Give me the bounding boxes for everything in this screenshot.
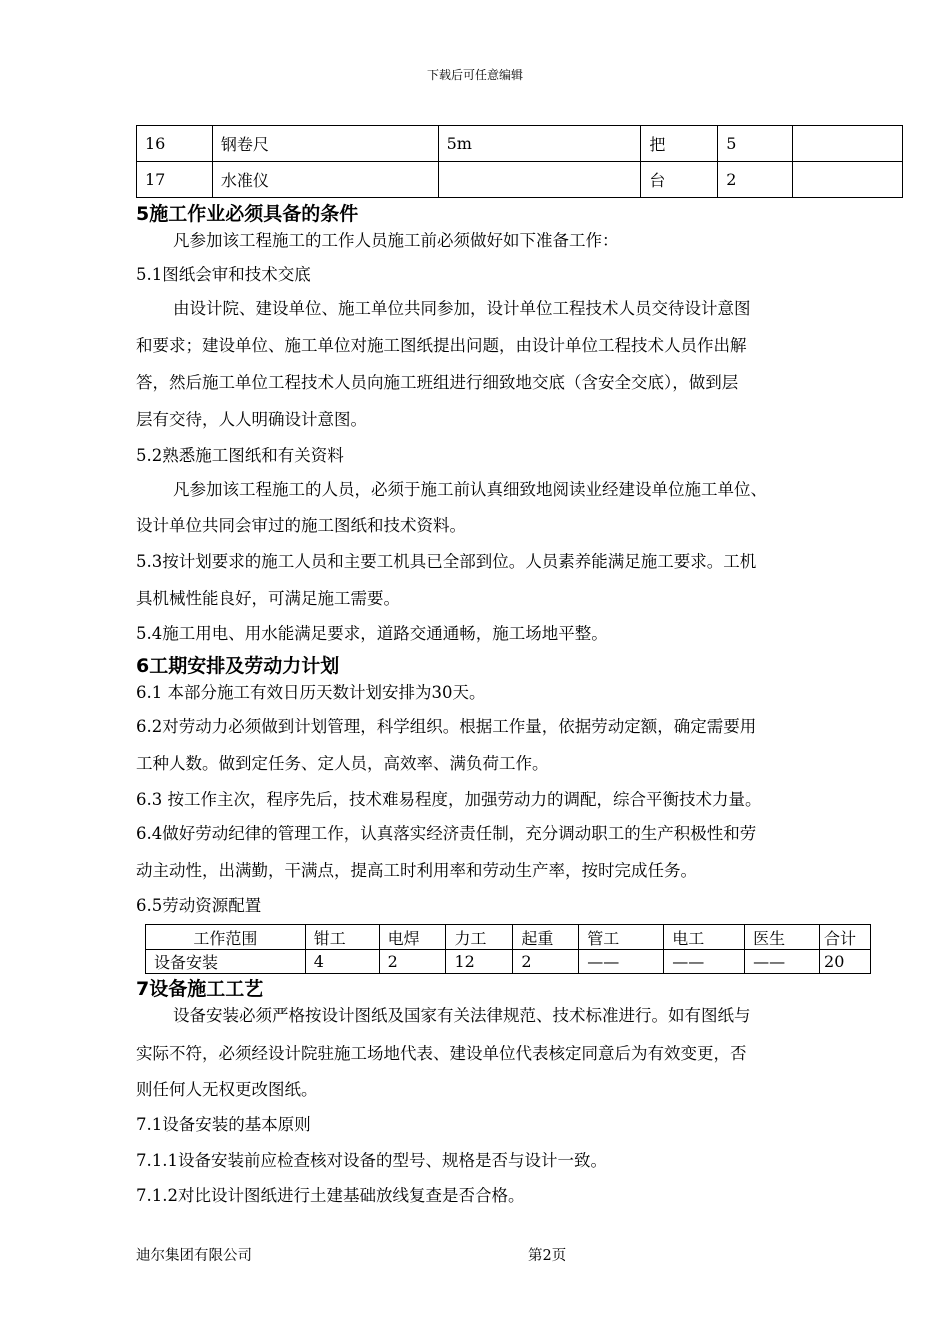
paragraph: 凡参加该工程施工的工作人员施工前必须做好如下准备工作：: [173, 231, 619, 250]
paragraph-line: 动主动性，出满勤，干满点，提高工时利用率和劳动生产率，按时完成任务。: [136, 861, 697, 880]
tools-table: [136, 125, 903, 198]
section-7-heading: 7设备施工工艺: [136, 978, 264, 1000]
table-cell: 2: [718, 162, 793, 198]
table-header: 起重: [513, 925, 579, 950]
table-cell: 20: [820, 950, 871, 974]
table-header: 合计: [820, 925, 871, 950]
paragraph-line: 7.1.1设备安装前应检查核对设备的型号、规格是否与设计一致。: [136, 1151, 607, 1170]
table-cell: 4: [305, 950, 379, 974]
table-row: [146, 950, 871, 974]
subsection-5-1-title: 5.1图纸会审和技术交底: [136, 265, 311, 284]
table-cell: 16: [137, 126, 213, 162]
table-cell: ——: [745, 950, 820, 974]
table-cell: 12: [446, 950, 513, 974]
table-row: [137, 162, 903, 198]
paragraph-line: 层有交待，人人明确设计意图。: [136, 410, 367, 429]
paragraph-line: 设备安装必须严格按设计图纸及国家有关法律规范、技术标准进行。如有图纸与: [173, 1006, 751, 1025]
table-header-row: [146, 925, 871, 950]
table-header: 工作范围: [146, 925, 306, 950]
table-cell: 5: [718, 126, 793, 162]
paragraph-line: 和要求；建设单位、施工单位对施工图纸提出问题，由设计单位工程技术人员作出解: [136, 336, 747, 355]
paragraph-line: 6.5劳动资源配置: [136, 896, 262, 915]
paragraph-line: 6.1 本部分施工有效日历天数计划安排为30天。: [136, 683, 486, 702]
table-cell: 设备安装: [146, 950, 306, 974]
table-cell: 把: [641, 126, 718, 162]
table-cell: [793, 162, 903, 198]
paragraph-line: 5.4施工用电、用水能满足要求，道路交通通畅，施工场地平整。: [136, 624, 608, 643]
paragraph-line: 7.1.2对比设计图纸进行土建基础放线复查是否合格。: [136, 1186, 525, 1205]
subsection-7-1-title: 7.1设备安装的基本原则: [136, 1115, 311, 1134]
table-cell: 钢卷尺: [212, 126, 438, 162]
paragraph-line: 具机械性能良好，可满足施工需要。: [136, 589, 400, 608]
table-cell: ——: [579, 950, 664, 974]
paragraph-line: 由设计院、建设单位、施工单位共同参加，设计单位工程技术人员交待设计意图: [173, 299, 751, 318]
paragraph-line: 设计单位共同会审过的施工图纸和技术资料。: [136, 516, 466, 535]
table-cell: 5m: [438, 126, 641, 162]
paragraph-line: 凡参加该工程施工的人员，必须于施工前认真细致地阅读业经建设单位施工单位、: [173, 480, 767, 499]
table-row: [137, 126, 903, 162]
table-header: 钳工: [305, 925, 379, 950]
section-5-heading: 5施工作业必须具备的条件: [136, 203, 359, 225]
table-cell: 2: [513, 950, 579, 974]
table-cell: [438, 162, 641, 198]
labor-table: [145, 924, 871, 974]
table-cell: [793, 126, 903, 162]
footer-company: 迪尔集团有限公司: [136, 1248, 252, 1264]
paragraph-line: 6.4做好劳动纪律的管理工作，认真落实经济责任制，充分调动职工的生产积极性和劳: [136, 824, 757, 843]
footer-page-number: 第2页: [528, 1248, 567, 1264]
table-header: 力工: [446, 925, 513, 950]
table-header: 电焊: [379, 925, 446, 950]
paragraph-line: 5.3按计划要求的施工人员和主要工机具已全部到位。人员素养能满足施工要求。工机: [136, 552, 757, 571]
table-header: 电工: [664, 925, 745, 950]
paragraph-line: 6.2对劳动力必须做到计划管理，科学组织。根据工作量，依据劳动定额，确定需要用: [136, 717, 757, 736]
paragraph-line: 6.3 按工作主次，程序先后，技术难易程度，加强劳动力的调配，综合平衡技术力量。: [136, 790, 762, 809]
table-cell: ——: [664, 950, 745, 974]
table-cell: 2: [379, 950, 446, 974]
paragraph-line: 则任何人无权更改图纸。: [136, 1080, 318, 1099]
subsection-5-2-title: 5.2熟悉施工图纸和有关资料: [136, 446, 344, 465]
table-cell: 17: [137, 162, 213, 198]
table-cell: 水准仪: [212, 162, 438, 198]
section-6-heading: 6工期安排及劳动力计划: [136, 655, 340, 677]
paragraph-line: 工种人数。做到定任务、定人员，高效率、满负荷工作。: [136, 754, 549, 773]
table-header: 医生: [745, 925, 820, 950]
table-cell: 台: [641, 162, 718, 198]
header-note: 下载后可任意编辑: [426, 68, 523, 82]
paragraph-line: 实际不符，必须经设计院驻施工场地代表、建设单位代表核定同意后为有效变更，否: [136, 1044, 747, 1063]
paragraph-line: 答，然后施工单位工程技术人员向施工班组进行细致地交底（含安全交底），做到层: [136, 373, 739, 392]
table-header: 管工: [579, 925, 664, 950]
